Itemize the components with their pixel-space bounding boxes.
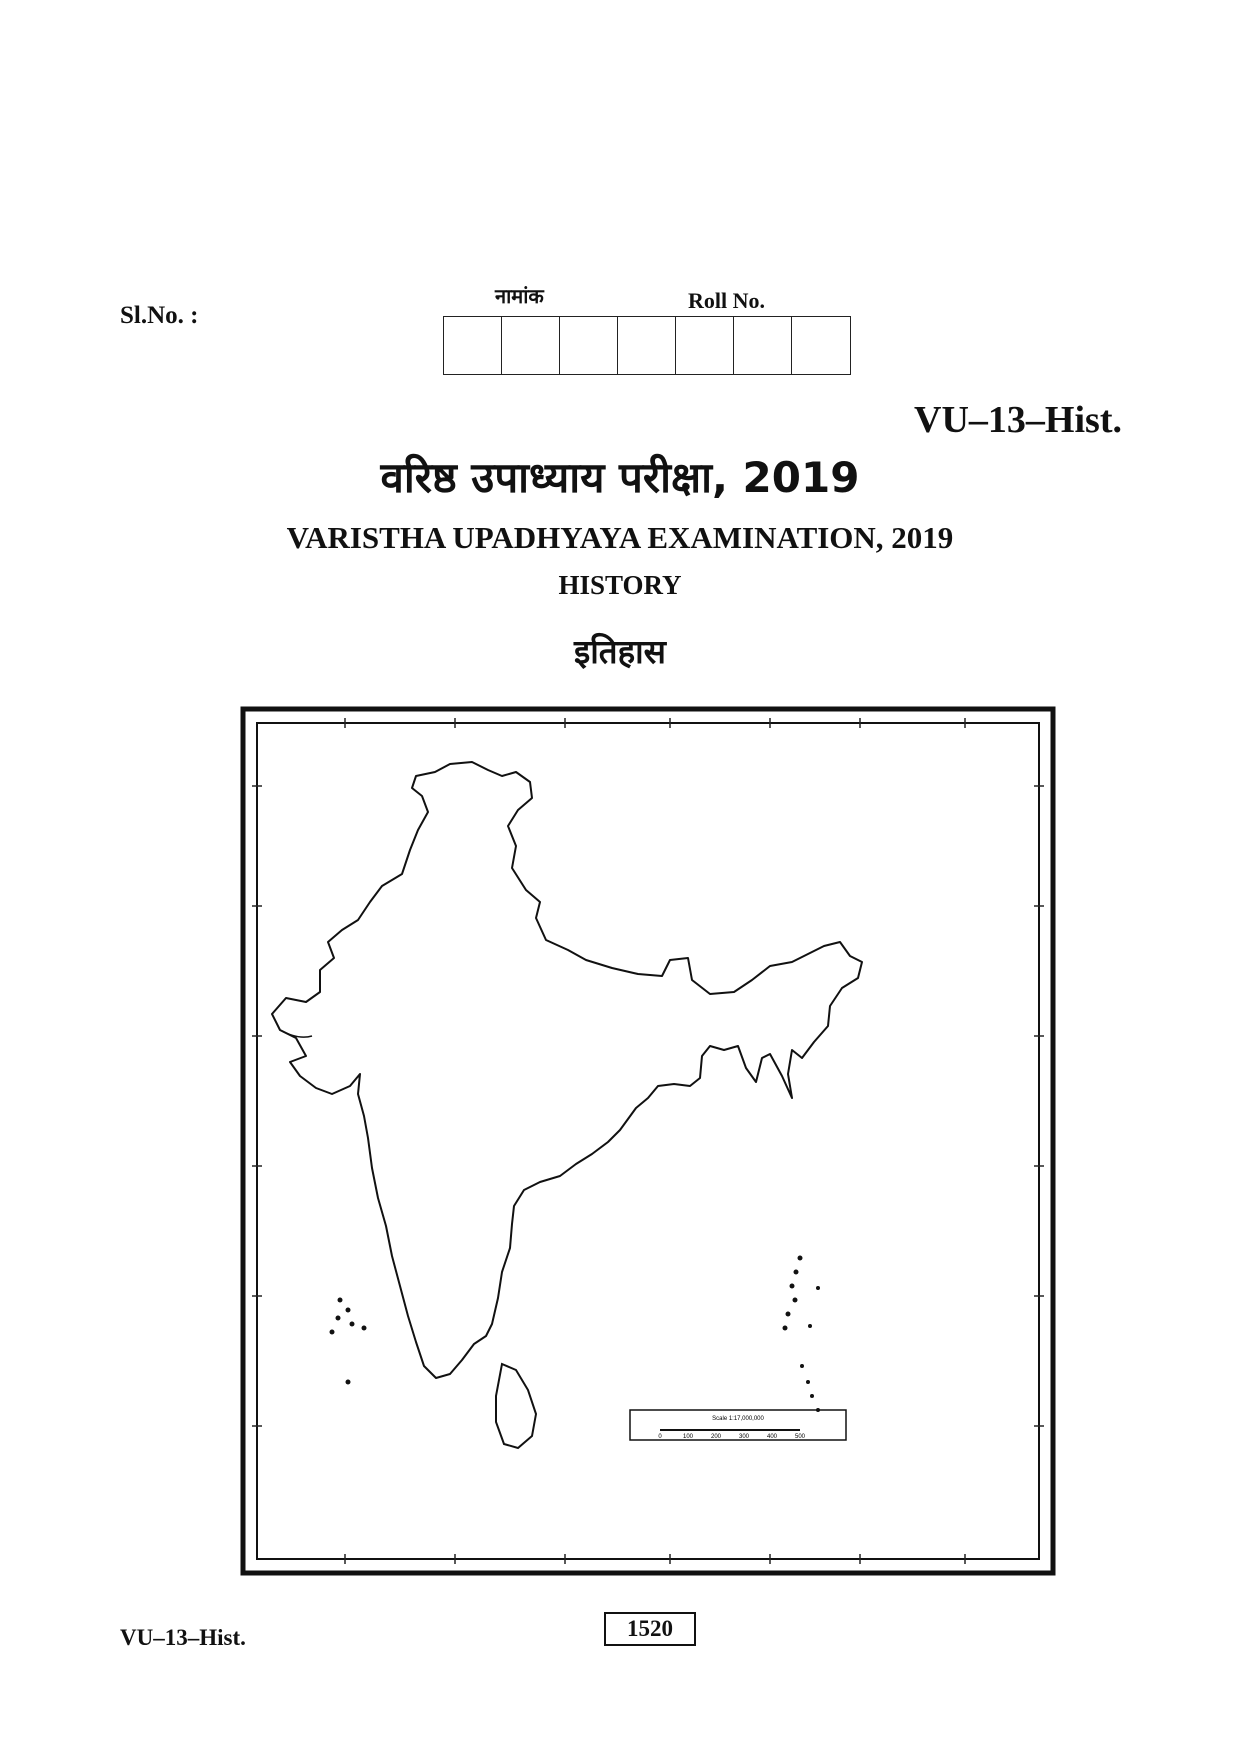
roll-digit-box[interactable] bbox=[676, 317, 734, 374]
page-number-box: 1520 bbox=[604, 1612, 696, 1646]
roll-digit-box[interactable] bbox=[502, 317, 560, 374]
scale-tick-label: 200 bbox=[710, 1434, 722, 1440]
serial-number-label: Sl.No. : bbox=[120, 302, 199, 329]
roll-digit-box[interactable] bbox=[444, 317, 502, 374]
sri-lanka-outline bbox=[496, 1364, 536, 1448]
footer-paper-code: VU–13–Hist. bbox=[120, 1625, 246, 1650]
map-border-ticks bbox=[252, 718, 1044, 1564]
subject-english: HISTORY bbox=[558, 570, 682, 600]
roll-label-english: Roll No. bbox=[688, 288, 765, 313]
exam-title-english: VARISTHA UPADHYAYA EXAMINATION, 2019 bbox=[286, 520, 954, 555]
scale-tick-label: 500 bbox=[794, 1434, 806, 1440]
map-outer-frame bbox=[243, 709, 1053, 1573]
paper-code: VU–13–Hist. bbox=[914, 399, 1122, 441]
roll-digit-box[interactable] bbox=[560, 317, 618, 374]
scale-text: Scale 1:17,000,000 bbox=[712, 1416, 764, 1422]
kutch-gulf-outline bbox=[280, 1030, 312, 1037]
india-outline-map bbox=[240, 706, 1056, 1576]
scale-tick-label: 400 bbox=[766, 1434, 778, 1440]
map-inner-frame bbox=[257, 723, 1039, 1559]
subject-hindi: इतिहास bbox=[574, 632, 666, 671]
exam-title-hindi: वरिष्ठ उपाध्याय परीक्षा, 2019 bbox=[380, 453, 860, 502]
scale-tick-label: 0 bbox=[658, 1434, 662, 1440]
roll-digit-box[interactable] bbox=[734, 317, 792, 374]
roll-number-boxes bbox=[443, 316, 851, 375]
lakshadweep-islands bbox=[330, 1298, 367, 1385]
scale-tick-label: 300 bbox=[738, 1434, 750, 1440]
roll-digit-box[interactable] bbox=[792, 317, 850, 374]
india-mainland-outline bbox=[272, 762, 862, 1378]
scale-tick-label: 100 bbox=[682, 1434, 694, 1440]
scale-bar bbox=[630, 1410, 846, 1440]
andaman-nicobar-islands bbox=[783, 1256, 821, 1413]
roll-label-hindi: नामांक bbox=[495, 284, 544, 308]
roll-digit-box[interactable] bbox=[618, 317, 676, 374]
